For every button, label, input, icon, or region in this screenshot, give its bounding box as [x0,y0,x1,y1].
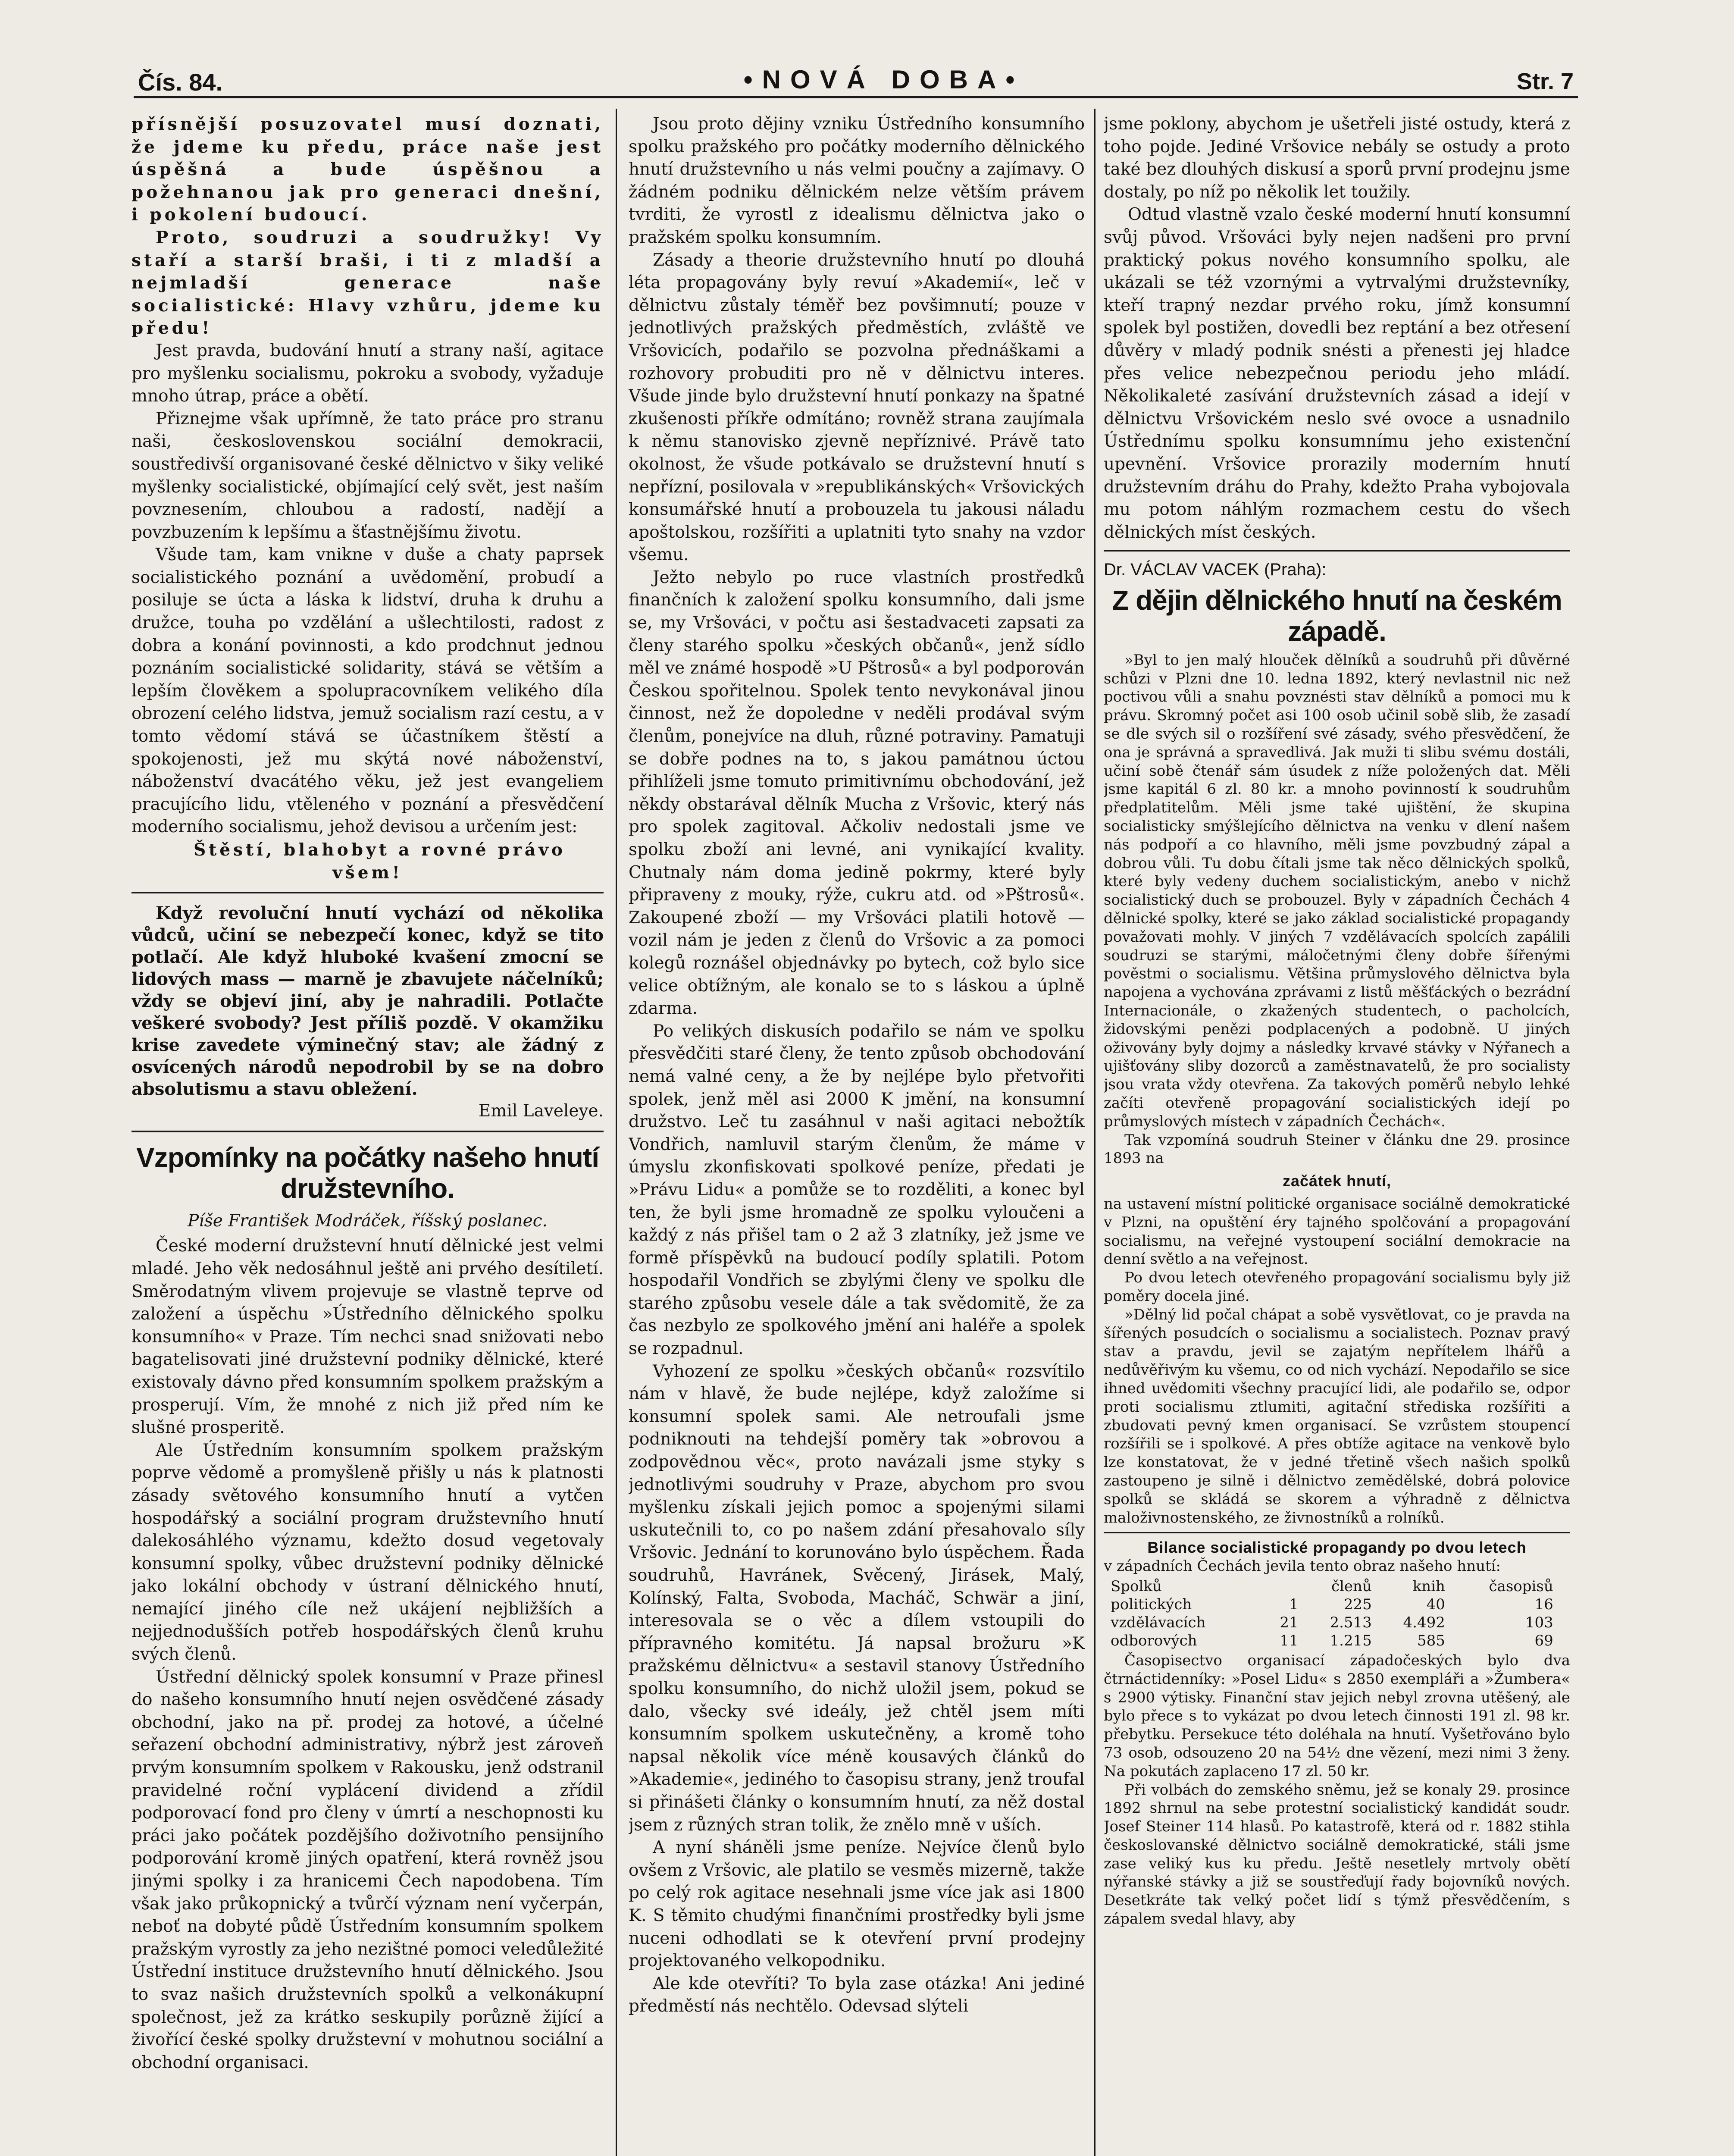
section-rule [1104,550,1570,552]
paragraph: Při volbách do zemského sněmu, jež se konaly 29. prosince 1892 shrnul na sebe protestní socialistický kandidát soudr. Josef Steiner 114 hlasů. Po katastrofě, která od r. 1882 stihla českoslovanské dělnictvo sociálně demokratické, stáli jsme zase veliký kus ku předu. Ještě nesetlely mrtvoly obětí nýřanské stávky a již se soustřeďují řady bojovníků nových. Desetkráte tak velký počet lidí s týmž přesvědčením, s zápalem svedal hlavy, aby [1104,1781,1570,1928]
paragraph: v západních Čechách jevila tento obraz našeho hnutí: [1104,1557,1501,1575]
paragraph: Ale Ústředním konsumním spolkem pražským poprve vědomě a promyšleně přišly u nás k platnosti zásady světového konsumního hnutí a vytčen hospodářský a sociální program družstevního hnutí dalekosáhlého významu, kdežto dosud vegetovaly konsumní spolky, vůbec družstevní podniky dělnické jako lokální obchody v ústraní dělnického hnutí, nemající jiného cíle než ukájení nejbližších a nejjednodušších potřeb hospodářských členů kruhu svých členů. [131,1440,604,1664]
quote-author: Emil Laveleye. [478,1101,604,1121]
table-cell: 4.492 [1403,1614,1445,1631]
header-rule [134,96,1578,98]
table-cell: 21 [1280,1614,1299,1631]
paragraph: »Dělný lid počal chápat a sobě vysvětlovat, co je pravda na šířených posudcích o socialismu a socialistech. Poznav pravý stav a pravdu, jevil se zajatým nepřítelem lhářů a nedůvěřivým ku všemu, co od nich vychází. Nepodařilo se sice ihned uvědomiti všechny pracující lidi, ale podařilo se, odpor proti socialismu ztlumiti, agitační střediska rozšířiti a zbudovati pevný kmen organisací. Se vzrůstem stoupencí rozšířili se i spolkové. A přes obtíže agitace na venkově bylo lze konstatovat, že v jedné třetině všech našich spolků zastoupeno je silně i dělnictvo zemědělské, dobrá polovice spolků se skládá se skorem a výhradně z dělnictva maloživnostenského, ze živnostníků a rolníků. [1104,1306,1570,1526]
table-header-cell: knih [1412,1577,1445,1595]
paragraph: Jest pravda, budování hnutí a strany naší, agitace pro myšlenku socialismu, pokroku a svobody, vyžaduje mnoho útrap, práce a obětí. [131,341,604,406]
table-cell: 585 [1417,1632,1445,1649]
paragraph: Jsou proto dějiny vzniku Ústředního konsumního spolku pražského pro počátky moderního dělnického hnutí družstevního u nás velmi poučny a zajímavy. O žádném podniku dělnickém nelze větším právem tvrditi, že vyrostl z idealismu dělnictva jako o pražském spolku konsumním. [629,114,1085,247]
table-cell: 11 [1280,1632,1299,1649]
newspaper-title: •NOVÁ DOBA• [743,65,1024,94]
paragraph: Tak vzpomíná soudruh Steiner v článku dne 29. prosince 1893 na [1104,1131,1570,1167]
laveleye-quote: Když revoluční hnutí vychází od několika vůdců, učiní se nebezpečí konec, když se tito potlačí. Ale když hluboké kvašení zmocní se lidových mass — marně je zbavujete náčelníků; vždy se objeví jiní, aby je nahradili. Potlačte veškeré svobody? Jest příliš pozdě. V okamžiku krise zavedete výminečný stav; ale žádný z osvícených národů nepodrobil by se na dobro absolutismu a stavu obležení. [131,903,604,1100]
paragraph: A nyní sháněli jsme peníze. Nejvíce členů bylo ovšem z Vršovic, ale platilo se vesměs mizerně, takže po celý rok agitace nesehnali jsme více jak asi 1800 K. S těmito chudými finančními prostředky byli jsme nuceni odhodlati se k otevření první prodejny projektovaného velkopodniku. [629,1838,1085,1971]
table-cell: 16 [1534,1595,1553,1613]
table-cell: 2.513 [1330,1614,1372,1631]
paragraph: Zásady a theorie družstevního hnutí po dlouhá léta propagovány byly revuí »Akademií«, leč v dělnictvu zůstaly téměř bez povšimnutí; pouze v jednotlivých pražských předměstích, zvláště ve Vršovicích, podařilo se pozvolna přednáškami a rozhovory probuditi pro ně v dělnictvu interes. Všude jinde bylo družstevní hnutí ponkazy na špatné zkušenosti příkře odmítáno; rovněž strana zaujímala k němu stanovisko zjevně nepříznivé. Právě tato okolnost, že všude potkávalo se družstevní hnutí s nepřízní, posilovala v »republikánských« Vršovických konsumářské hnutí a probouzela tu jakousi náladu apoštolskou, rozšířiti a uplatniti tyto snahy na vzdor všemu. [629,250,1085,565]
section-rule [131,892,604,893]
table-header-row [1108,1577,1556,1595]
paragraph: na ustavení místní politické organisace sociálně demokratické v Plzni, na opuštění éry tajného spolčování a propagování socialismu, na veřejné vystoupení sociální demokracie na denní světlo a na veřejnost. [1104,1195,1570,1268]
article-body [1104,651,1570,1928]
table-cell: 225 [1343,1595,1372,1613]
closing-paragraph: přísnější posuzovatel musí doznati, že jdeme ku předu, práce naše jest úspěšná a bude úspěšnou a požehnanou jak pro generaci dnešní, i pokolení budoucí. [131,114,604,225]
page-number: Str. 7 [1516,69,1574,94]
article-author: Dr. VÁCLAV VACEK (Praha): [1104,560,1327,580]
column-1 [131,113,604,2156]
table-cell: 40 [1426,1595,1445,1613]
section-rule [131,1131,604,1132]
subheading: začátek hnutí, [1282,1172,1392,1190]
paragraph: Vyhození ze spolku »českých občanů« rozsvítilo nám v hlavě, že bude nejlépe, když založíme si konsumní spolek sami. Ale netroufali jsme podniknouti na tehdejší poměry tak »obrovou a zodpovědnou věc«, proto navázali jsme styky s jednotlivými soudruhy v Praze, abychom pro svou myšlenku získali jejich pomoc a spojenými silami uskutečnili to, co po našem zdání přesahovalo síly Vršovic. Jednání to korunováno bylo úspěchem. Řada soudruhů, Havránek, Svěcený, Jirásek, Malý, Kolínský, Falta, Svoboda, Macháč, Schwär a jiní, interesovala se o věc a dílem vstoupili do přípravného komitétu. Já napsal brožuru »K pražskému dělnictvu« a sestavil stanovy Ústředního spolku konsumního, do nichž uložil jsem, pokud se dalo, všecky své ideály, jež chtěl jsem míti konsumním spolkem uskutečněny, a kromě toho napsal několik více méně kousavých článků do »Akademie«, jediného to časopisu strany, jenž troufal si přinášeti články o konsumním hnutí, za něž dostal jsem z různých stran tolik, že znělo mně v uších. [629,1361,1085,1835]
appeal-paragraph: Proto, soudruzi a soudružky! Vy staří a starší braši, i ti z mladší a nejmladší generace naše socialistické: Hlavy vzhůru, jdeme ku předu! [131,227,604,338]
table-cell: vzdělávacích [1111,1614,1206,1631]
table-header-cell: časopisů [1489,1577,1553,1595]
column-2 [629,113,1085,2156]
table-cell: politických [1111,1595,1192,1613]
paragraph: Časopisectvo organisací západočeských bylo dva čtrnáctidenníky: »Posel Lidu« s 2850 exempláři a »Žumbera« s 2900 výtisky. Finanční stav jejich nebyl zrovna utěšený, ale bylo přece s to vykázat po dvou letech činnosti 191 zl. 98 kr. přebytku. Persekuce této doléhala na hnutí. Vyšetřováno bylo 73 osob, odsouzeno 20 na 54½ dne vězení, mezi nimi 3 ženy. Na pokutách zaplaceno 17 zl. 50 kr. [1104,1651,1570,1780]
paragraph: Ježto nebylo po ruce vlastních prostředků finančních k založení spolku konsumního, dali jsme se, my Vršováci, v počtu asi šestadvaceti zapsati za členy starého spolku »českých občanů«, jenž sídlo měl ve známé hospodě »U Pštrosů« a byl podporován Českou spořitelnou. Spolek tento nevykonával jinou činnost, než že dopoledne v neděli prodával svým členům, ponejvíce na dluh, různé potraviny. Pamatuji se dobře podnes na to, s jakou památnou úctou přihlíželi jsme tomuto primitivnímu obchodování, jež někdy obstarával dělník Mucha z Vršovic, který nás pro spolek zagitoval. Ačkoliv nedostali jsme ve spolku zboží ani levné, ani vynikající kvality. Chutnaly nám doma jedině pokrmy, které byly připraveny z mouky, rýže, cukru atd. od »Pštrosů«. Zakoupené zboží — my Vršováci platili hotově — vozil nám je jeden z členů do Vršovic a za pomoci kolegů roznášel objednávky po bytech, což bylo sice velice obtížným, ale konalo se to s láskou a úplně zdarma. [629,567,1085,1018]
table-row [1108,1632,1556,1650]
paragraph: Všude tam, kam vnikne v duše a chaty paprsek socialistického poznání a uvědomění, probudí a posiluje se úcta a láska k lidství, druha k druhu a družce, touha po vzdělání a ušlechtilosti, radost z dobra a konání povinnosti, a kdo prodchnut jednou poznáním socialistické solidarity, stává se větším a lepším člověkem a spolupracovníkem velikého díla obrození celého lidstva, jemuž socialism razí cestu, a v tomto vědomí stává se účastníkem štěstí a spokojenosti, jež mu skýtá nové náboženství, náboženství dvacátého věku, jež jest evangeliem pracujícího lidu, vtěleného v poznání a přesvědčení moderního socialismu, jehož devisou a určením jest: [131,545,604,837]
paragraph: Po dvou letech otevřeného propagování socialismu byly již poměry docela jiné. [1104,1269,1570,1305]
article-title: Z dějin dělnického hnutí na českém západě. [1112,584,1562,647]
table-row [1108,1614,1556,1632]
paragraph: Ale kde otevříti? To byla zase otázka! Ani jediné předměstí nás nechtělo. Odevsad slýteli [629,1974,1085,2016]
table-header-cell: členů [1331,1577,1372,1595]
column-divider-1 [616,109,617,2156]
column-3 [1104,113,1570,2156]
paragraph: České moderní družstevní hnutí dělnické jest velmi mladé. Jeho věk nedosáhnul ještě ani prvého desítiletí. Směrodatným vlivem projevuje se vlastně teprve od založení a úspěchu »Ústředního dělnického spolku konsumního« v Praze. Tím nechci snad snižovati nebo bagatelisovati jiné družstevní podniky dělnické, které existovaly dávno před konsumním spolkem pražským a prosperují. Vím, že mnohé z nich již před ním ke slušné prosperitě. [131,1236,604,1438]
section-rule [1104,1532,1570,1533]
table-cell: odborových [1111,1632,1197,1649]
table-cell: 1.215 [1330,1632,1372,1649]
paragraph: Ústřední dělnický spolek konsumní v Praze přinesl do našeho konsumního hnutí nejen osvědčené zásady obchodní, jako na př. prodej za hotové, a účelné seřazení obchodní administrativy, nýbrž jest zároveň prvým konsumním spolkem v Rakousku, jenž odstranil pravidelné roční vyplácení dividend a zřídil podporovací fond pro členy v úmrtí a neschopnosti ku práci jako počátek pozdějšího doživotního pensijního podporování kromě jiných opatření, která rovněž jsou jinými spolky i za hranicemi Čech napodobena. Tím však jako průkopnický a tvůrčí význam není vyčerpán, neboť na dobyté půdě Ústředním konsumním spolkem pražským vyrostly za jeho nezištné pomoci veledůležité Ústřední instituce družstevního hnutí dělnického. Jsou to svaz našich družstevních spolků a velkonákupní společnost, jež za krátko seskupily porůzně žijící a živořící české spolky družstevní v mohutnou sociální a obchodní organisaci. [131,1667,604,2072]
paragraph: jsme poklony, abychom je ušetřeli jisté ostudy, která z toho pojde. Jediné Vršovice nebály se ostudy a proto také bez dlouhých diskusí a sporů první prodejnu jsme dostaly, po níž po několik let toužily. [1104,114,1570,202]
article-byline: Píše František Modráček, říšský poslanec. [188,1211,548,1231]
subheading: Bilance socialistické propagandy po dvou letech [1147,1539,1527,1557]
table-header-cell: Spolků [1111,1577,1162,1595]
paragraph: »Byl to jen malý hlouček dělníků a soudruhů při důvěrné schůzi v Plzni dne 10. ledna 1892, který nevlastnil nic než poctivou vůli a snahu povznésti stav dělníků a pomoci mu k právu. Skromný počet asi 100 osob učinil sobě slib, že zasadí se dle svých sil o rozšíření své zásady, svého přesvědčení, že ona je správná a spravedlivá. Jak muži ti slibu svému dostáli, učiní sobě čtenář sám úsudek z níže položených dat. Měli jsme kapitál 6 zl. 80 kr. a mnoho povinností k soudruhům předplatitelům. Měli jsme také ujištění, že skupina socialisticky smýšlejícího dělnictva na venku v dlení našem nás podpoří a co hlavního, měli jsme povzbudný zápal a dobrou vůli. Tu dobu čítali jsme tak něco dělnických spolků, které byly vedeny duchem socialistickým, anebo v nichž socialistický duch se probouzel. Byly v západních Čechách 4 dělnické spolky, které se jako základ socialistické propagandy považovati mohly. V jiných 7 vzdělávacích spolcích zapálili soudruzi se starými, máločetnými členy dobře šířenými pověstmi o socialismu. Většina průmyslového dělnictva byla napojena a vychována zprávami z listů měšťáckých o bezrádní Internacionále, o zkažených studentech, o pacholcích, židovskými penězi podplacených a podobně. U jiných oživovány byly dojmy a následky krvavé stávky v Nýřanech a ujišťovány sliby dozorců a zaměstnavatelů, že pro socialisty jsou vrata vždy otevřena. Za takových poměrů nebylo lehké začíti otevřeně propagování socialistických idejí po průmyslových místech v západních Čechách«. [1104,651,1570,1130]
paragraph: Odtud vlastně vzalo české moderní hnutí konsumní svůj původ. Vršováci byly nejen nadšeni pro první praktický pokus nového konsumního spolku, ale ukázali se též vzornými a vytrvalými družstevníky, kteří trapný nezdar prvého roku, jímž konsumní spolek byl postižen, dovedli bez reptání a bez otřesení důvěry v mladý podnik snésti a přenesti jej hladce přes velice nebezpečnou periodu jeho mládí. Několikaleté zasívání družstevních zásad a idejí v dělnictvu Vršovickém neslo své ovoce a usnadnilo Ústřednímu spolku konsumnímu jeho existenční upevnění. Vršovice prorazily moderním hnutí družstevním dráhu do Prahy, kdežto Praha vybojovala mu potom náhlým rozmachem cestu do všech dělnických míst českých. [1104,205,1570,542]
table-cell: 69 [1534,1632,1553,1649]
motto: Štěstí, blahobyt a rovné právo všem! [194,840,566,883]
article-title: Vzpomínky na počátky našeho hnutí družstevního. [136,1141,599,1204]
paragraph: Přiznejme však upřímně, že tato práce pro stranu naši, československou sociální demokracii, soustředivší organisované české dělnictvo v šiky veliké myšlenky socialistické, objímající celý svět, jest naším povznesením, chloubou a radostí, nadějí a povzbuzením k lepšímu a šťastnějšímu životu. [131,409,604,542]
paragraph: Po velikých diskusích podařilo se nám ve spolku přesvědčiti staré členy, že tento způsob obchodování nemá valné ceny, a že by nejlépe bylo přetvořiti spolek, jenž měl asi 2000 K jmění, na konsumní družstvo. Leč tu zasáhnul v naši agitaci nebožtík Vondřich, namluvil starým členům, že máme v úmyslu zkonfiskovati spolkové peníze, předati je »Právu Lidu« a pomůže se to rozděliti, a konec byl ten, že byli jsme hromadně ze spolku vyloučeni a každý z nás přišel tam o 2 až 3 zlatníky, jež jsme ve formě příspěvků na budoucí podíly splatili. Potom hospodařil Vondřich se zbylými členy ve spolku dle starého způsobu vesele dále a tak svědomitě, že za čas nezbylo ze spolkového jmění ani haléře a spolek se rozpadnul. [629,1021,1085,1359]
statistics-table [1108,1577,1556,1650]
issue-number: Čís. 84. [138,69,223,96]
table-cell: 1 [1289,1595,1299,1613]
table-row [1108,1595,1556,1614]
table-cell: 103 [1525,1614,1553,1631]
column-divider-2 [1094,109,1095,2156]
